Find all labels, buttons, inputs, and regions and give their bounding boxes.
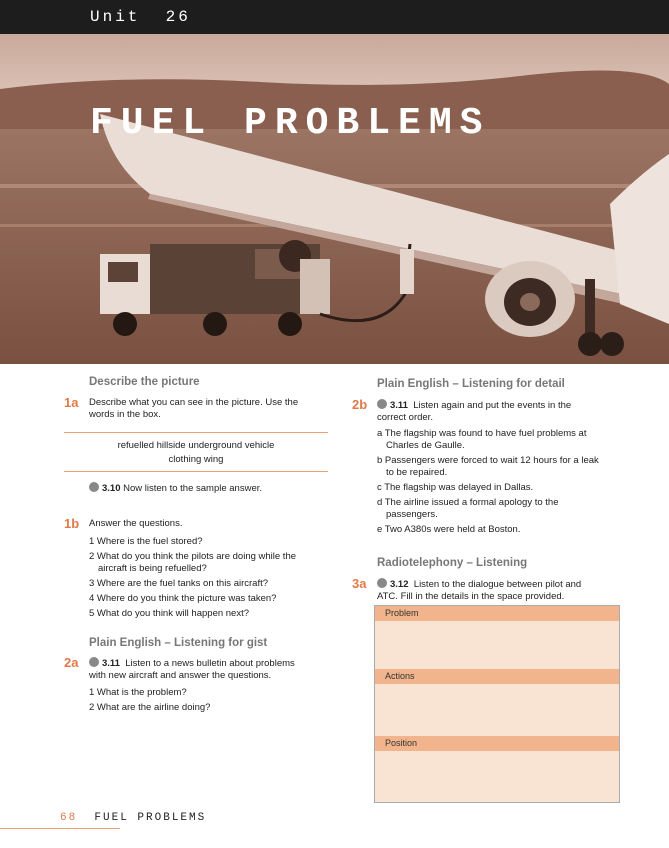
exercise-1b-list [89, 536, 339, 623]
list-item: Charles de Gaulle. [386, 440, 465, 451]
audio-cd-icon [89, 657, 99, 667]
heading-listening-gist: Plain English – Listening for gist [89, 637, 268, 649]
exercise-1a-number: 1a [64, 395, 79, 410]
word-box-line-2: clothing wing [168, 454, 224, 465]
word-box-line-1: refuelled hillside underground vehicle [117, 440, 275, 451]
exercise-2a-number: 2a [64, 655, 79, 670]
page-footer [60, 812, 206, 824]
list-item: d The airline issued a formal apology to the [377, 497, 559, 508]
footer-title: FUEL PROBLEMS [94, 812, 207, 824]
list-item: 2 What do you think the pilots are doing while the [89, 551, 297, 562]
form-label-problem: Problem [375, 606, 619, 621]
list-item: a The flagship was found to have fuel problems at [377, 428, 587, 439]
list-item: 3 Where are the fuel tanks on this aircraft? [89, 578, 269, 589]
exercise-2b-instruction: 3.11 Listen again and put the events in the correct order. [377, 400, 572, 423]
exercise-2b-number: 2b [352, 397, 368, 412]
refuelling-photo [0, 34, 669, 364]
audio-3-10: 3.10 Now listen to the sample answer. [89, 482, 262, 495]
list-item: 4 Where do you think the picture was taken? [89, 593, 277, 604]
top-bar [0, 0, 669, 34]
heading-describe-picture: Describe the picture [89, 376, 200, 388]
list-item: aircraft is being refuelled? [98, 563, 207, 574]
exercise-3a-instruction: 3.12 Listen to the dialogue between pilot and ATC. Fill in the details in the space provided. [377, 579, 582, 602]
position-field[interactable] [375, 751, 619, 802]
exercise-1b-number: 1b [64, 516, 80, 531]
exercise-2a-instruction: 3.11 Listen to a news bulletin about problems with new aircraft and answer the questions. [89, 658, 295, 681]
footer-rule [0, 828, 120, 829]
list-item: b Passengers were forced to wait 12 hours for a leak [377, 455, 599, 466]
list-item: 2 What are the airline doing? [89, 702, 211, 713]
actions-field[interactable] [375, 684, 619, 736]
exercise-1a-instruction: Describe what you can see in the picture. Use the words in the box. [89, 397, 299, 420]
list-item: e Two A380s were held at Boston. [377, 524, 521, 535]
list-item: c The flagship was delayed in Dallas. [377, 482, 534, 493]
exercise-1b-instruction: Answer the questions. [89, 518, 183, 529]
list-item: 1 What is the problem? [89, 687, 187, 698]
audio-cd-icon [377, 399, 387, 409]
unit-label: Unit 26 [90, 8, 191, 26]
exercise-2b-events [377, 428, 627, 539]
page-title: FUEL PROBLEMS [90, 102, 491, 145]
form-label-position: Position [375, 736, 619, 751]
exercise-2a-list [89, 687, 210, 717]
details-form [374, 605, 620, 803]
heading-listening-detail: Plain English – Listening for detail [377, 378, 565, 390]
list-item: 5 What do you think will happen next? [89, 608, 250, 619]
list-item: to be repaired. [386, 467, 448, 478]
list-item: 1 Where is the fuel stored? [89, 536, 203, 547]
audio-cd-icon [89, 482, 99, 492]
heading-radiotelephony: Radiotelephony – Listening [377, 557, 528, 569]
list-item: passengers. [386, 509, 438, 520]
exercise-3a-number: 3a [352, 576, 367, 591]
problem-field[interactable] [375, 621, 619, 669]
word-box [64, 432, 328, 472]
hero-photo [0, 34, 669, 364]
page-number: 68 [60, 812, 78, 824]
audio-cd-icon [377, 578, 387, 588]
form-label-actions: Actions [375, 669, 619, 684]
